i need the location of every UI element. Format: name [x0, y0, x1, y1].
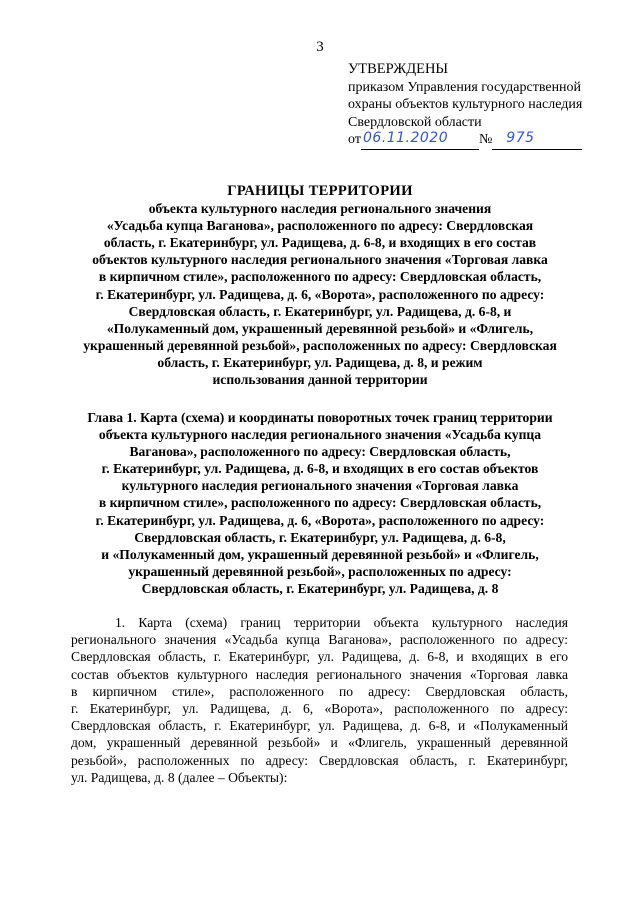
- paragraph-line: регионального значения «Усадьба купца Ваганова», расположенного по адресу:: [71, 632, 568, 648]
- date-field: [361, 131, 479, 150]
- paragraph-line: Свердловская область, г. Екатеринбург, ул. Радищева, д. 6-8, и входящих в его: [71, 649, 568, 665]
- chapter-line: в кирпичном стиле», расположенного по адресу: Свердловская область,: [98, 495, 542, 511]
- paragraph-line: состав объектов культурного наследия регионального значения «Торговая лавка: [71, 666, 568, 682]
- chapter-line: и «Полукаменный дом, украшенный деревянной резьбой» и «Флигель,: [101, 546, 539, 562]
- title-line: в кирпичном стиле», расположенного по адресу: Свердловская область,: [98, 269, 542, 285]
- chapter-line: Глава 1. Карта (схема) и координаты поворотных точек границ территории: [87, 410, 553, 425]
- paragraph-line: в кирпичном стиле», расположенного по адресу: Свердловская область,: [71, 683, 568, 699]
- paragraph-1: [71, 614, 568, 786]
- paragraph-line: резьбой», расположенных по адресу: Свердловская область, г. Екатеринбург,: [71, 752, 568, 768]
- title-line: Свердловская область, г. Екатеринбург, ул. Радищева, д. 6-8, и: [128, 303, 512, 319]
- chapter-line: Свердловская область, г. Екатеринбург, ул. Радищева, д. 8: [141, 580, 499, 596]
- title-line: г. Екатеринбург, ул. Радищева, д. 6, «Ворота», расположенного по адресу:: [95, 286, 545, 302]
- chapter-line: украшенный деревянной резьбой», расположенных по адресу:: [128, 563, 512, 579]
- paragraph-line: дом, украшенный деревянной резьбой» и «Флигель, украшенный деревянной: [71, 735, 568, 751]
- document-title: [60, 183, 580, 388]
- title-line: украшенный деревянной резьбой», расположенных по адресу: Свердловская: [83, 337, 557, 353]
- title-line: область, г. Екатеринбург, ул. Радищева, д. 6-8, и входящих в его состав: [103, 235, 537, 251]
- date-prefix: от: [348, 132, 361, 147]
- chapter-heading: [72, 409, 568, 597]
- number-field: [492, 131, 582, 150]
- chapter-line: Ваганова», расположенного по адресу: Свердловская область,: [129, 444, 511, 460]
- title-line: использования данной территории: [212, 372, 428, 388]
- paragraph-line: Свердловская область, г. Екатеринбург, ул. Радищева, д. 6-8, и «Полукаменный: [71, 718, 568, 734]
- approval-line-3: Свердловской области: [348, 114, 482, 130]
- title-line: «Усадьба купца Ваганова», расположенного по адресу: Свердловская: [106, 218, 534, 234]
- approval-line-1: приказом Управления государственной: [348, 79, 582, 95]
- chapter-line: г. Екатеринбург, ул. Радищева, д. 6, «Ворота», расположенного по адресу:: [95, 512, 545, 528]
- paragraph-line: г. Екатеринбург, ул. Радищева, д. 6, «Ворота», расположенного по адресу:: [71, 701, 568, 717]
- title-line: объектов культурного наследия регионального значения «Торговая лавка: [92, 252, 548, 268]
- chapter-line: Свердловская область, г. Екатеринбург, ул. Радищева, д. 6-8,: [134, 529, 506, 545]
- chapter-line: г. Екатеринбург, ул. Радищева, д. 6-8, и входящих в его состав объектов: [101, 461, 539, 477]
- page-number: 3: [316, 39, 324, 55]
- paragraph-line: ул. Радищева, д. 8 (далее – Объекты):: [71, 769, 288, 785]
- handwritten-number: 975: [506, 130, 535, 146]
- handwritten-date: 06.11.2020: [362, 130, 449, 146]
- title-line: объекта культурного наследия регионального значения: [148, 201, 492, 217]
- approval-title: УТВЕРЖДЕНЫ: [348, 61, 449, 77]
- title-heading: ГРАНИЦЫ ТЕРРИТОРИИ: [227, 183, 413, 199]
- paragraph-line: 1. Карта (схема) границ территории объекта культурного наследия: [115, 615, 568, 630]
- approval-block: [348, 61, 582, 150]
- title-line: «Полукаменный дом, украшенный деревянной резьбой» и «Флигель,: [106, 320, 534, 336]
- title-line: область, г. Екатеринбург, ул. Радищева, д. 8, и режим: [157, 354, 483, 370]
- approval-line-2: охраны объектов культурного наследия: [348, 97, 583, 112]
- chapter-line: культурного наследия регионального значения «Торговая лавка: [121, 478, 519, 494]
- chapter-line: объекта культурного наследия регионального значения «Усадьба купца: [98, 427, 542, 443]
- number-prefix: №: [478, 132, 493, 147]
- approval-date-number-line: [348, 131, 582, 150]
